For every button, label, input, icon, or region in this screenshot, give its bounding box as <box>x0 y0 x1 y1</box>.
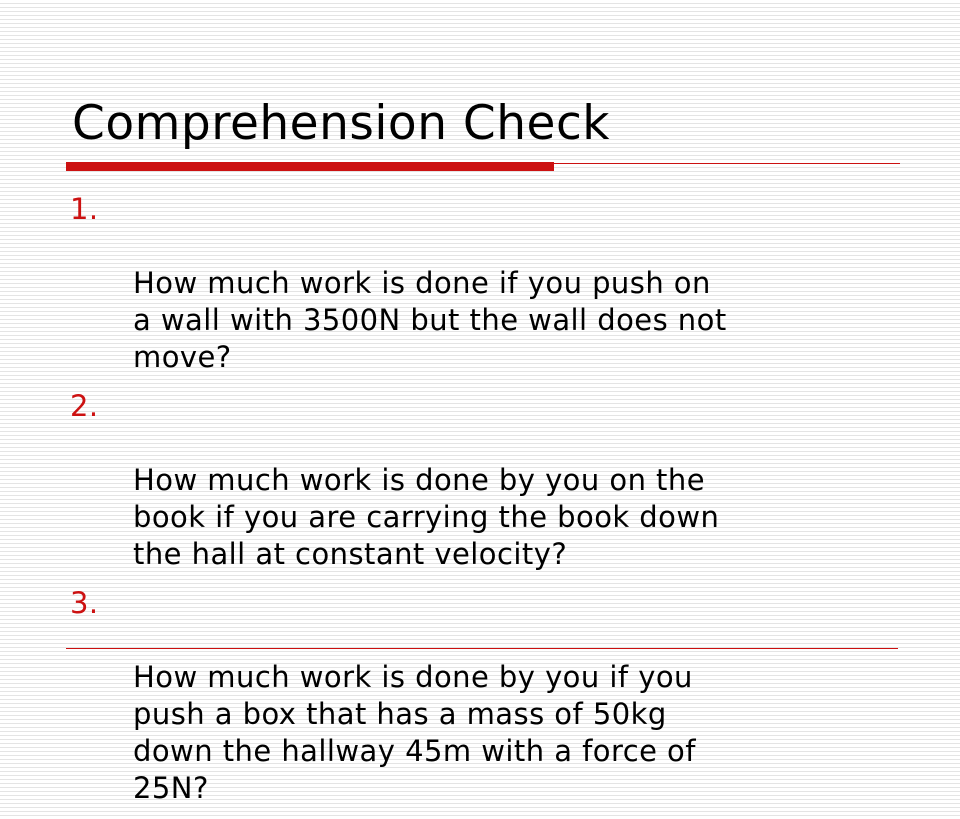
question-number: 1. <box>70 192 99 226</box>
question-list <box>70 191 890 819</box>
question-number: 2. <box>70 389 99 423</box>
question-number: 3. <box>70 586 99 620</box>
question-item <box>70 191 890 376</box>
question-item <box>70 388 890 573</box>
footer-divider <box>66 648 898 649</box>
question-text: How much work is done by you if you push a box that has a mass of 50kg down the hallway 45m with a force of 25N? <box>133 660 696 805</box>
title-underline-thick <box>66 162 554 171</box>
question-item <box>70 585 890 807</box>
question-text: How much work is done if you push on a wall with 3500N but the wall does not move? <box>133 266 727 374</box>
title-underline-thin <box>554 163 900 164</box>
question-text: How much work is done by you on the book if you are carrying the book down the hall at constant velocity? <box>133 463 720 571</box>
slide-title: Comprehension Check <box>72 96 610 151</box>
